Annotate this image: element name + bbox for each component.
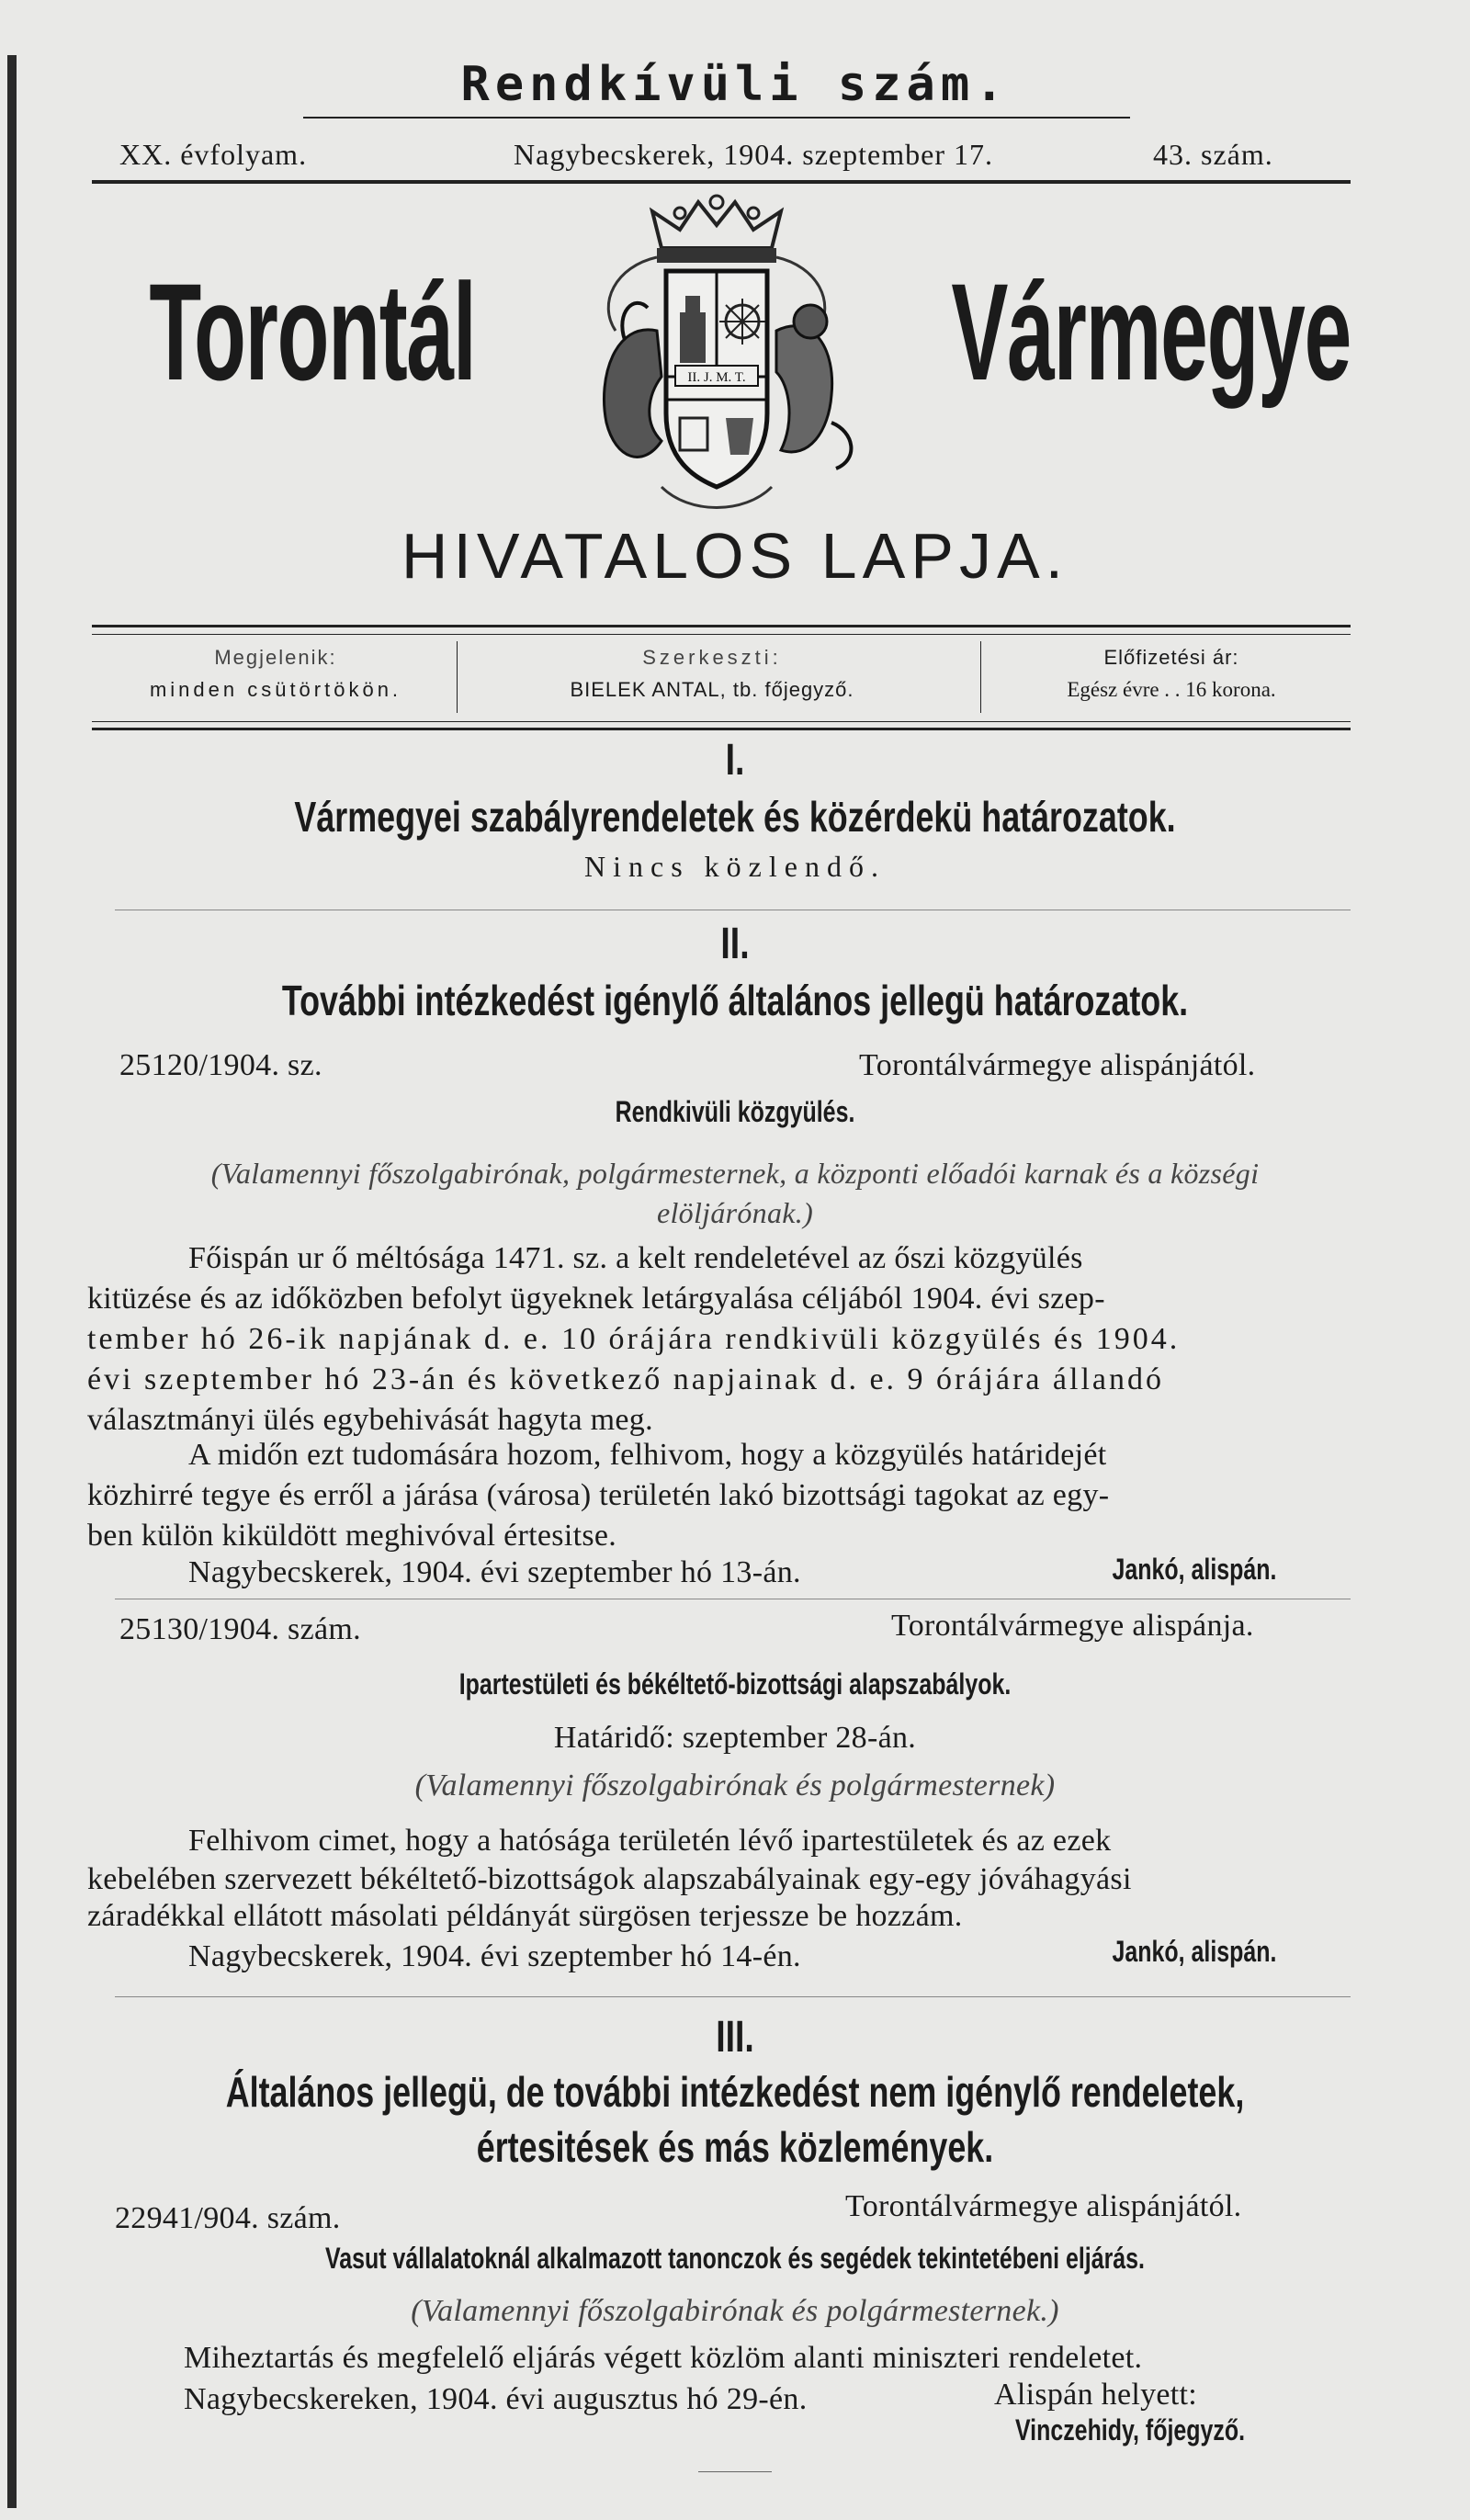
info-col3-value: Egész évre . . 16 korona. <box>1067 678 1276 701</box>
section3-heading-2: értesitések és más közlemények. <box>476 2123 994 2171</box>
end-rule <box>698 2471 772 2472</box>
item3-line: Miheztartás és megfelelő eljárás végett közlöm alanti miniszteri rendeletet. <box>184 2341 1143 2375</box>
item1-line: Főispán ur ő méltósága 1471. sz. a kelt rendeletével az őszi közgyülés <box>188 1241 1083 1275</box>
issue-number: 43. szám. <box>1153 138 1273 171</box>
item3-number: 22941/904. szám. <box>115 2201 341 2235</box>
info-col2-label: Szerkeszti: <box>642 646 782 669</box>
item1-line: A midőn ezt tudomására hozom, felhivom, hogy a közgyülés határidejét <box>188 1438 1107 1472</box>
place-date-label: Nagybecskerek, 1904. szeptember 17. <box>514 138 993 171</box>
item2-line: záradékkal ellátott másolati példányát sürgösen terjessze be hozzám. <box>87 1899 963 1933</box>
item2-number: 25130/1904. szám. <box>119 1612 361 1646</box>
item1-line: évi szeptember hó 23-án és következő napjainak d. e. 9 órájára állandó <box>87 1362 1164 1396</box>
item3-signature: Vinczehidy, főjegyző. <box>1014 2413 1246 2447</box>
section2-rule <box>115 1996 1351 1997</box>
crest-label: II. J. M. T. <box>687 370 746 385</box>
volume-label: XX. évfolyam. <box>119 138 308 171</box>
info-col2-value: BIELEK ANTAL, tb. főjegyző. <box>570 678 854 701</box>
item1-line: választmányi ülés egybehivását hagyta meg. <box>87 1403 653 1437</box>
info-bar-bottom-rule-2 <box>92 728 1351 730</box>
item1-issuer: Torontálvármegye alispánjától. <box>859 1048 1256 1082</box>
scan-edge <box>7 55 17 2508</box>
section1-numeral: I. <box>725 736 745 785</box>
info-col1-value: minden csütörtökön. <box>149 678 402 701</box>
item3-deputy: Alispán helyett: <box>994 2378 1198 2412</box>
item1-place-date: Nagybecskerek, 1904. évi szeptember hó 13-án. <box>188 1555 801 1589</box>
section3-heading-1: Általános jellegü, de további intézkedést nem igénylő rendeletek, <box>225 2068 1245 2116</box>
section2-heading: További intézkedést igénylő általános jellegü határozatok. <box>281 977 1189 1024</box>
item1-line: kitüzése és az időközben befolyt ügyeknek letárgyalása céljából 1904. évi szep- <box>87 1282 1105 1316</box>
section2-numeral: II. <box>720 920 750 968</box>
item2-line: Felhivom cimet, hogy a hatósága területén lévő ipartestületek és az ezek <box>188 1824 1112 1858</box>
item2-place-date: Nagybecskerek, 1904. évi szeptember hó 14-én. <box>188 1939 801 1973</box>
item2-title: Ipartestületi és békéltető-bizottsági alapszabályok. <box>458 1667 1012 1701</box>
item1-number: 25120/1904. sz. <box>119 1048 322 1082</box>
item1-title: Rendkivüli közgyülés. <box>615 1095 855 1128</box>
item3-title: Vasut vállalatoknál alkalmazott tanonczok és segédek tekintetébeni eljárás. <box>324 2242 1145 2275</box>
title-right: Vármegye <box>951 254 1351 409</box>
item3-place-date: Nagybecskereken, 1904. évi augusztus hó 29-én. <box>184 2382 808 2416</box>
item2-addressee: (Valamennyi főszolgabirónak és polgármesternek) <box>414 1769 1056 1802</box>
item2-signature: Jankó, alispán. <box>1112 1935 1277 1968</box>
item2-deadline: Határidő: szeptember 28-án. <box>553 1721 917 1755</box>
item1-line: tember hó 26-ik napjának d. e. 10 órájára rendkivüli közgyülés és 1904. <box>87 1322 1181 1356</box>
section3-numeral: III. <box>716 2013 754 2062</box>
info-divider-2 <box>980 641 981 713</box>
item2-issuer: Torontálvármegye alispánja. <box>891 1609 1254 1643</box>
item3-addressee: (Valamennyi főszolgabirónak és polgármesternek.) <box>411 2294 1059 2328</box>
coat-of-arms-icon <box>560 193 873 524</box>
section1-heading: Vármegyei szabályrendeletek és közérdekü határozatok. <box>294 793 1176 841</box>
info-col3-label: Előfizetési ár: <box>1103 646 1239 669</box>
subtitle: HIVATALOS LAPJA. <box>401 520 1069 592</box>
masthead-top-rule <box>92 180 1351 184</box>
item3-issuer: Torontálvármegye alispánjától. <box>845 2189 1242 2223</box>
info-divider-1 <box>457 641 458 713</box>
item2-line: kebelében szervezett békéltető-bizottságok alapszabályainak egy-egy jóváhagyási <box>87 1862 1132 1896</box>
item1-line: ben külön kiküldött meghivóval értesitse. <box>87 1519 617 1553</box>
item1-line: közhirré tegye és erről a járása (városa) területén lakó bizottsági tagokat az egy- <box>87 1478 1110 1512</box>
item1-addressee-2: elöljárónak.) <box>656 1196 814 1229</box>
info-bar-top-rule <box>92 625 1351 627</box>
banner-underline <box>303 117 1130 119</box>
item1-addressee-1: (Valamennyi főszolgabirónak, polgármesternek, a központi előadói karnak és a községi <box>210 1157 1260 1190</box>
special-issue-banner: Rendkívüli szám. <box>460 57 1010 112</box>
title-left: Torontál <box>149 254 476 409</box>
section1-note: Nincs közlendő. <box>584 850 886 883</box>
item1-signature: Jankó, alispán. <box>1112 1553 1277 1586</box>
info-bar-top-rule-2 <box>92 634 1351 635</box>
info-col1-label: Megjelenik: <box>214 646 337 669</box>
info-bar-bottom-rule <box>92 721 1351 722</box>
